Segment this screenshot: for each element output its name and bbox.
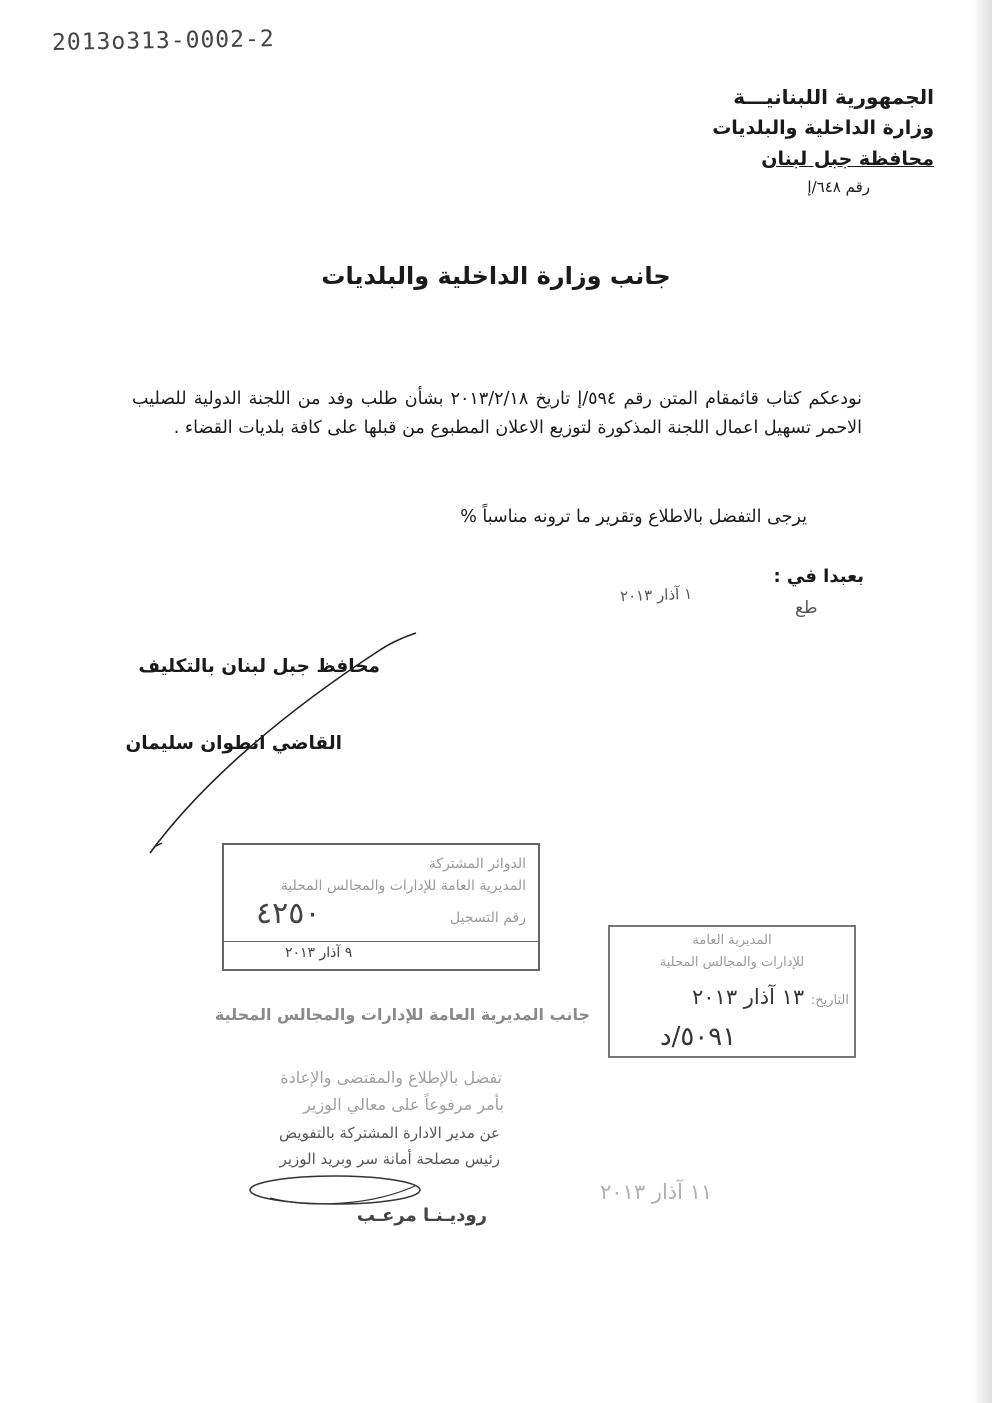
referral-addressee: جانب المديرية العامة للإدارات والمجالس المحلية	[214, 1005, 590, 1024]
referral-note-line3: عن مدير الادارة المشتركة بالتفويض	[279, 1124, 500, 1142]
registry-stamp-line3: رقم التسجيل	[450, 910, 526, 926]
signatory-title: محافظ جبل لبنان بالتكليف	[138, 656, 380, 677]
signature-stroke	[140, 625, 440, 860]
registry-stamp-line2: المديرية العامة للإدارات والمجالس المحلية	[280, 878, 526, 894]
ministry-heading: وزارة الداخلية والبلديات	[712, 117, 934, 139]
registry-stamp-date-row	[224, 941, 538, 969]
republic-heading: الجمهورية اللبنانيـــة	[733, 85, 934, 109]
registry-stamp-number: ٤٢٥٠	[256, 896, 321, 931]
handwritten-date: ١ آذار ٢٠١٣	[619, 584, 693, 606]
governorate-heading: محافظة جبل لبنان	[761, 148, 934, 170]
directorate-stamp-line2: للإدارات والمجالس المحلية	[659, 955, 805, 970]
referral-note-line1: تفضل بالإطلاع والمقتضى والإعادة	[280, 1068, 502, 1087]
letter-request-line: يرجى التفضل بالاطلاع وتقرير ما ترونه مناسباً %	[460, 507, 807, 527]
signatory-name: القاضي انطوان سليمان	[125, 733, 342, 754]
letter-body-paragraph: نودعكم كتاب قائمقام المتن رقم ٥٩٤/إ تاريخ ٢٠١٣/٢/١٨ بشأن طلب وفد من اللجنة الدولية للصليب الاحمر تسهيل اعمال اللجنة المذكورة لتوزيع الاعلان المطبوع من قبلها على كافة بلديات القضاء .	[132, 389, 862, 438]
referral-note-line4: رئيس مصلحة أمانة سر وبريد الوزير	[279, 1150, 500, 1168]
referral-note-line2: بأمر مرفوعاً على معالي الوزير	[303, 1095, 504, 1114]
handwritten-initials: طع	[795, 598, 818, 618]
handwritten-file-reference: 2013o313-0002-2	[51, 26, 275, 56]
directorate-stamp-number: ٥٠٩١/د	[660, 1022, 737, 1052]
registry-stamp-date: ٩ آذار ٢٠١٣	[285, 945, 353, 961]
referral-signature-loop	[240, 1168, 430, 1218]
directorate-stamp-date-value: ١٣ آذار ٢٠١٣	[691, 985, 805, 1009]
scan-edge-shadow	[974, 0, 992, 1403]
reference-number: رقم ٦٤٨/إ	[807, 178, 870, 196]
referral-signatory: روديـنـا مرعـب	[356, 1205, 487, 1226]
directorate-stamp-date	[692, 985, 849, 1009]
registry-stamp-line1: الدوائر المشتركة	[428, 856, 526, 872]
directorate-stamp-line1: المديرية العامة	[692, 933, 772, 948]
letter-title: جانب وزارة الداخلية والبلديات	[321, 262, 671, 290]
place-date-label: بعبدا في :	[773, 566, 864, 587]
referral-date: ١١ آذار ٢٠١٣	[600, 1180, 713, 1204]
directorate-stamp-date-label: التاريخ:	[810, 993, 849, 1008]
